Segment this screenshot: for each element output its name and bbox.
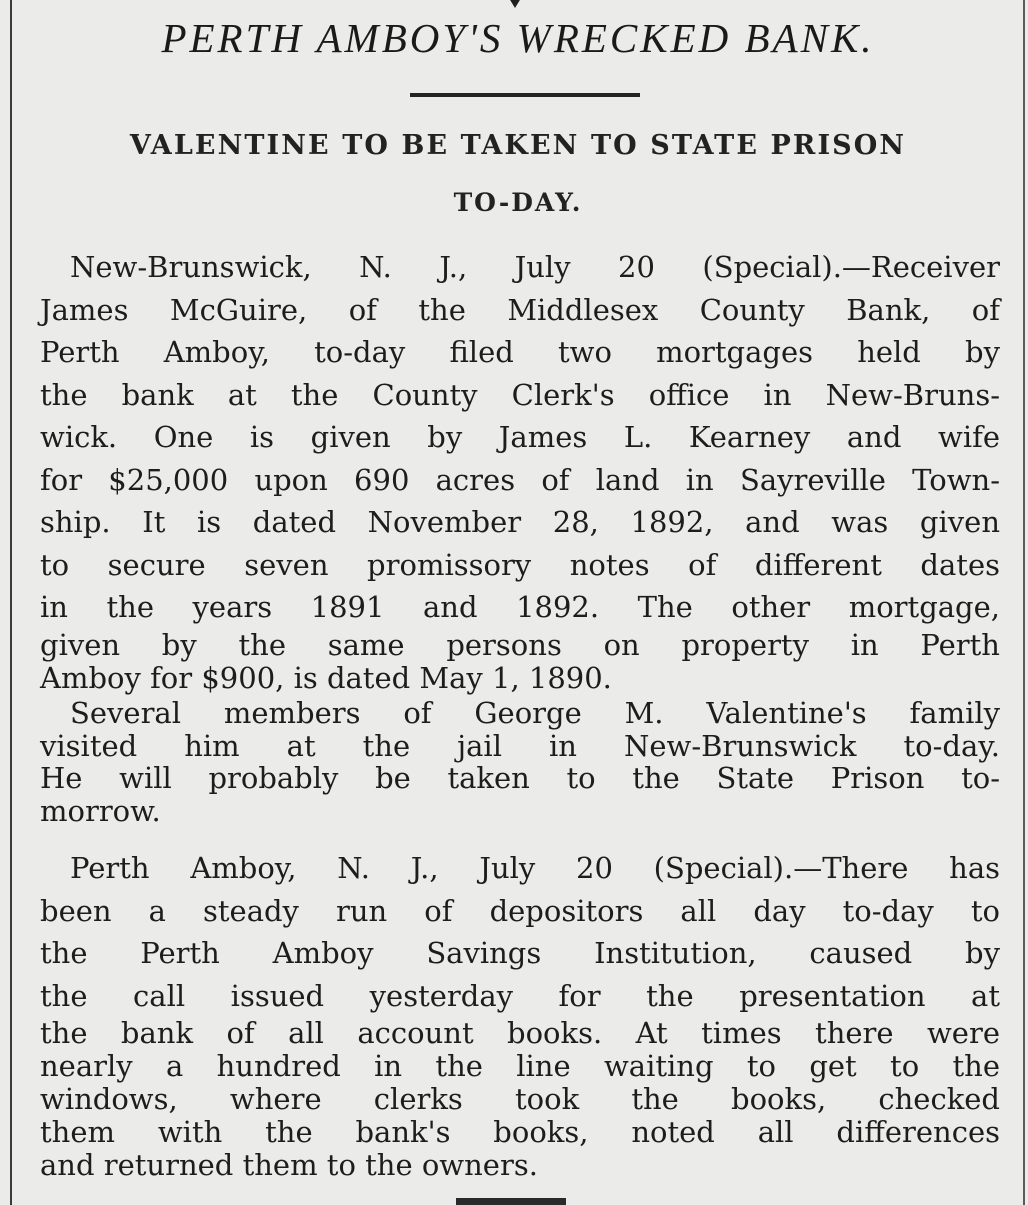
text-line: nearly a hundred in the line waiting to get to the — [40, 1049, 1000, 1083]
headline: PERTH AMBOY'S WRECKED BANK. — [161, 15, 875, 61]
text-line: Perth Amboy, to-day filed two mortgages held by — [40, 335, 1000, 369]
text-line: New-Brunswick, N. J., July 20 (Special).—Receiver — [70, 250, 1000, 284]
subheadline-line-1: VALENTINE TO BE TAKEN TO STATE PRISON — [129, 130, 907, 161]
text-line: in the years 1891 and 1892. The other mortgage, — [40, 590, 1000, 624]
text-line: them with the bank's books, noted all differences — [40, 1115, 1000, 1149]
text-line: windows, where clerks took the books, checked — [40, 1082, 1000, 1116]
text-line: wick. One is given by James L. Kearney and wife — [40, 420, 1000, 454]
bottom-ornament — [456, 1198, 566, 1205]
text-line: ship. It is dated November 28, 1892, and was given — [40, 505, 1000, 539]
paragraph-new-brunswick — [40, 246, 1000, 695]
text-line: He will probably be taken to the State Prison to- — [40, 761, 1000, 795]
top-ornament — [504, 0, 526, 8]
text-line: morrow. — [40, 793, 161, 828]
text-line: given by the same persons on property in Perth — [40, 627, 1000, 662]
text-line: James McGuire, of the Middlesex County Bank, of — [40, 292, 1000, 327]
text-line: Perth Amboy, N. J., July 20 (Special).—There has — [70, 851, 1000, 885]
text-line: the bank of all account books. At times there were — [40, 1016, 1000, 1050]
text-line: Several members of George M. Valentine's family — [70, 696, 1000, 730]
column-rule-left — [10, 0, 12, 1205]
text-line: the Perth Amboy Savings Institution, caused by — [40, 936, 1000, 970]
text-line: and returned them to the owners. — [40, 1148, 538, 1182]
text-line: visited him at the jail in New-Brunswick to-day. — [40, 728, 1000, 763]
text-line: the bank at the County Clerk's office in New-Bruns- — [40, 377, 1000, 412]
paragraph-perth-amboy — [40, 847, 1000, 1182]
subheadline-line-2: TO-DAY. — [453, 188, 583, 217]
text-line: Amboy for $900, is dated May 1, 1890. — [40, 660, 612, 695]
column-rule-right — [1023, 0, 1025, 1205]
paragraph-valentine-family — [40, 697, 1000, 827]
text-line: been a steady run of depositors all day to-day to — [40, 893, 1000, 928]
text-line: to secure seven promissory notes of different dates — [40, 547, 1000, 582]
text-line: for $25,000 upon 690 acres of land in Sayreville Town- — [40, 462, 1000, 497]
text-line: the call issued yesterday for the presentation at — [40, 978, 1000, 1013]
headline-divider — [410, 93, 640, 97]
